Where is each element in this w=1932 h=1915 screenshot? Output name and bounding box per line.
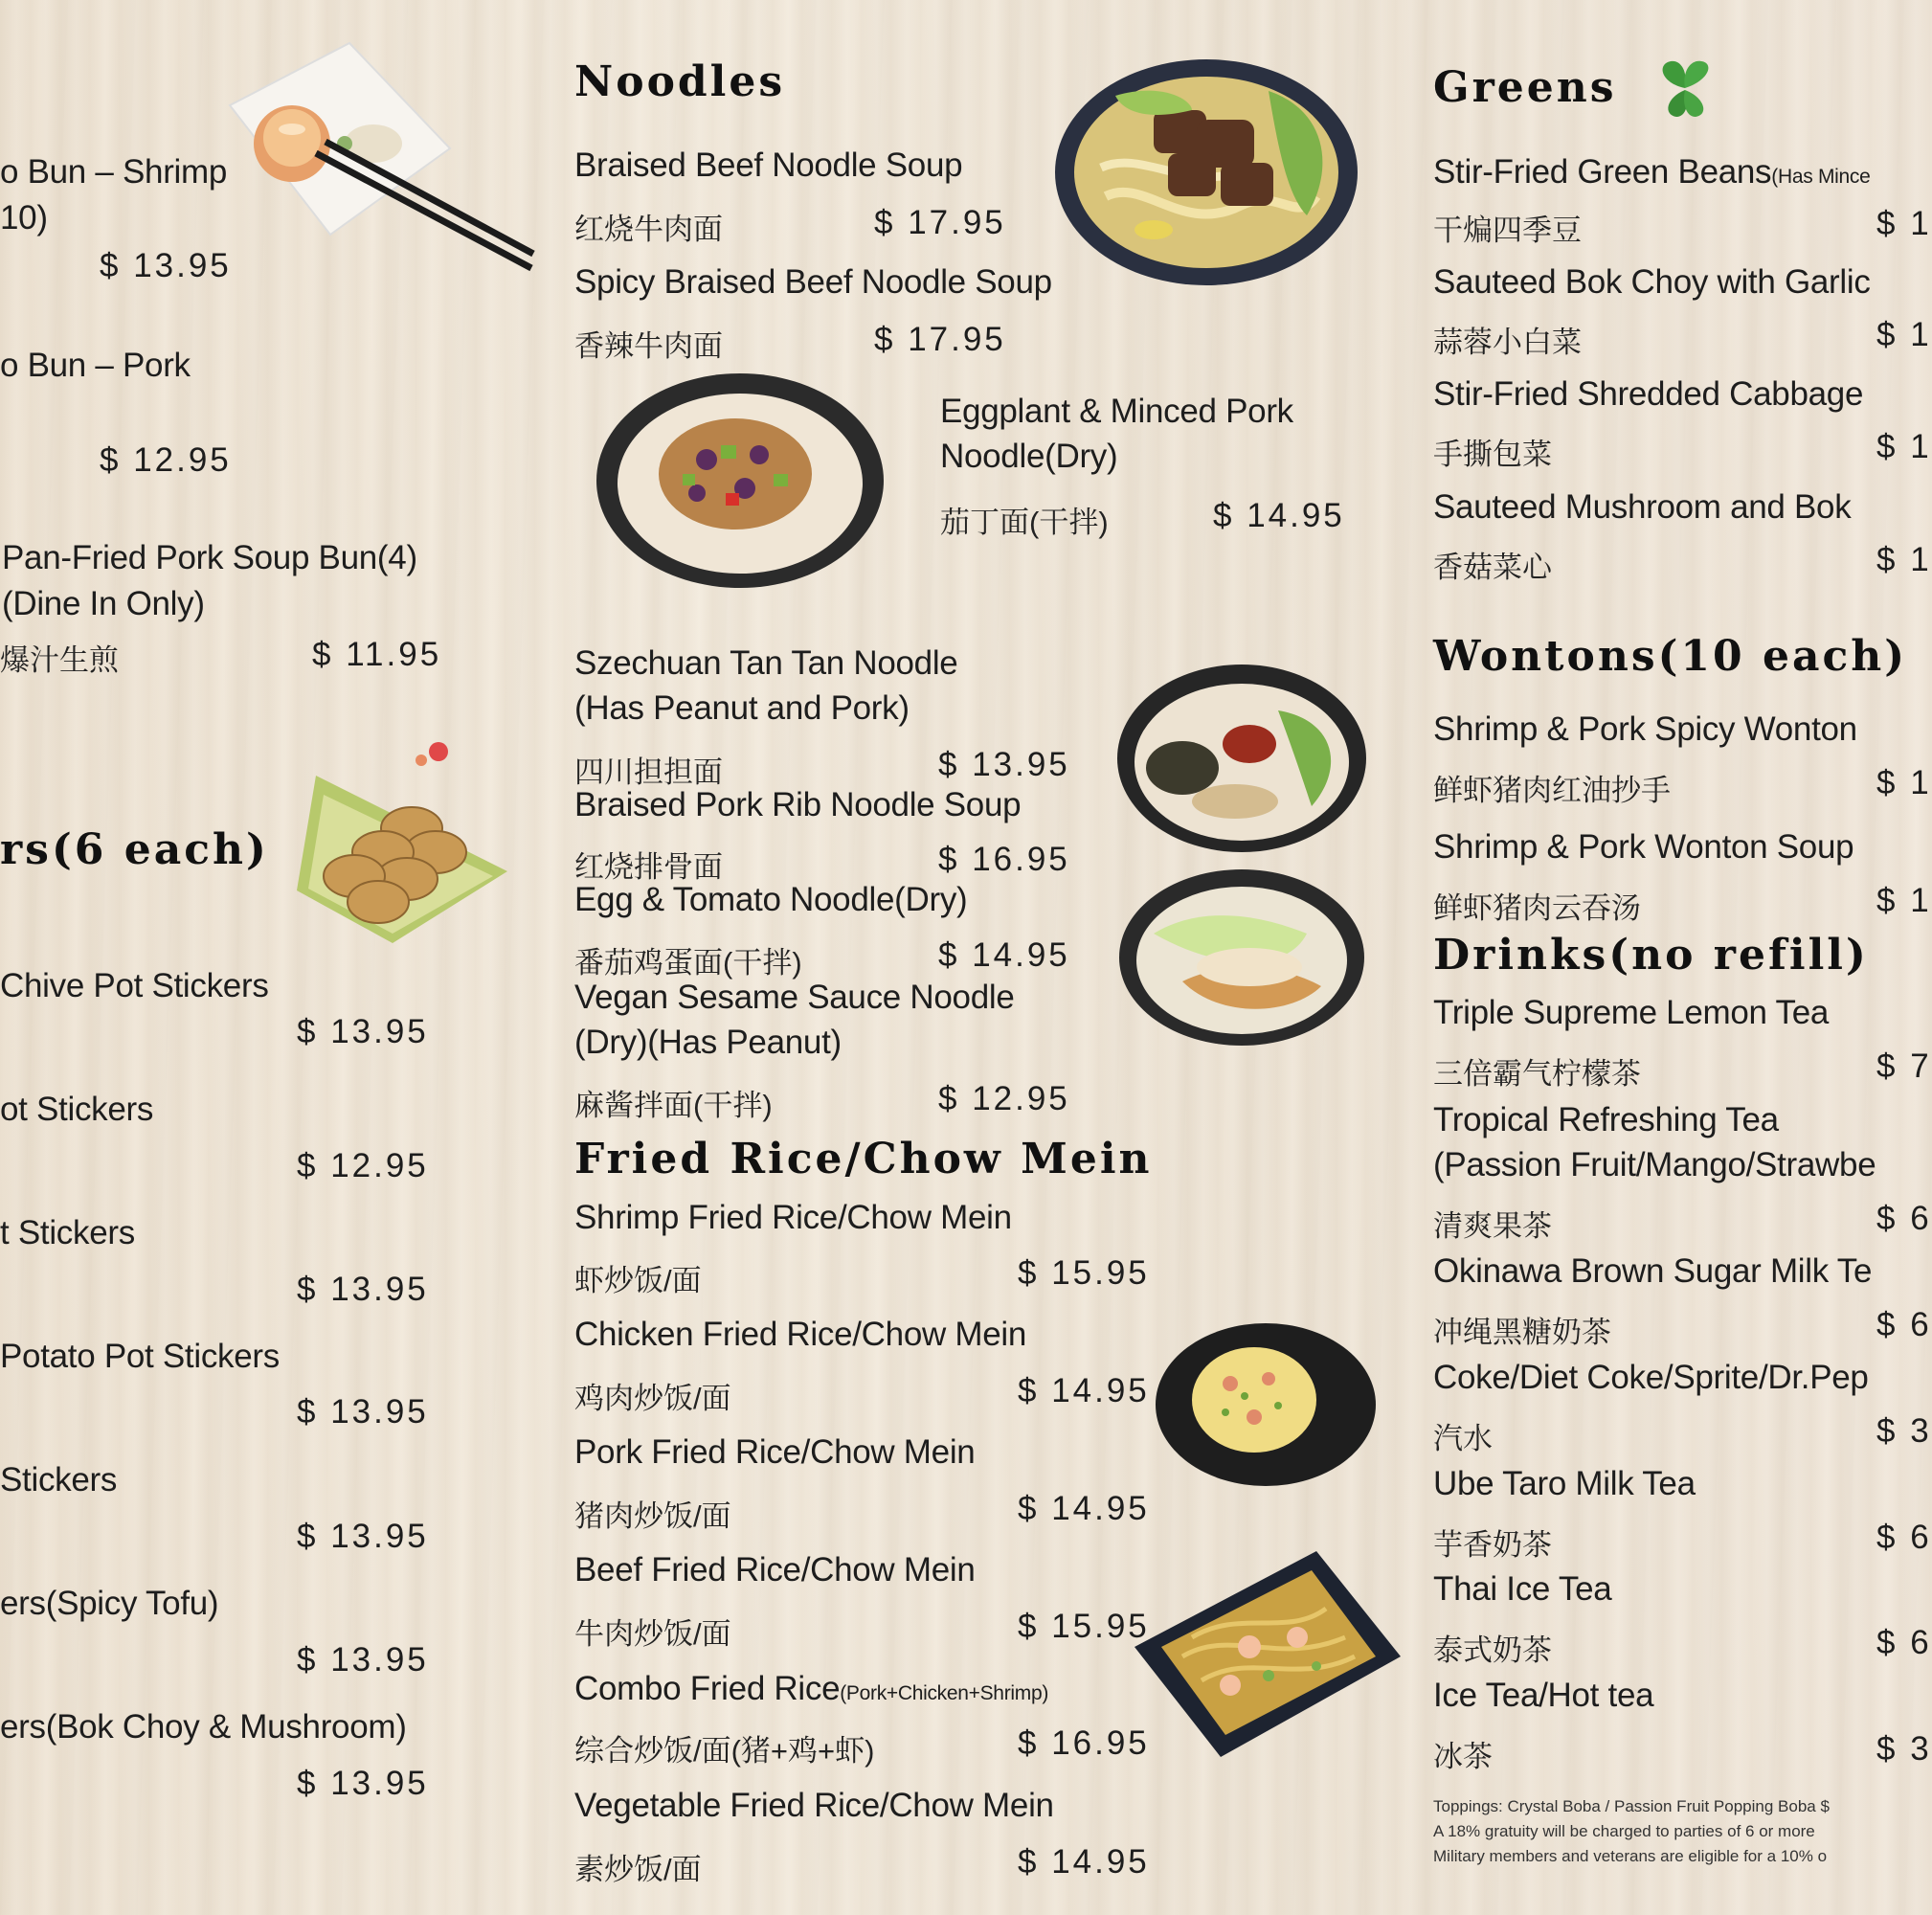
- menu-item-chinese: 清爽果茶: [1433, 1209, 1552, 1243]
- menu-item-chinese: 泰式奶茶: [1433, 1633, 1552, 1667]
- menu-item-detail: 10): [0, 199, 48, 237]
- menu-item-chinese: 汽水: [1433, 1422, 1493, 1455]
- menu-item-name: ers(Spicy Tofu): [0, 1585, 219, 1622]
- menu-item-chinese: 三倍霸气柠檬茶: [1433, 1057, 1641, 1091]
- menu-item-chinese: 综合炒饭/面(猪+鸡+虾): [574, 1734, 875, 1768]
- menu-item-name: Egg & Tomato Noodle(Dry): [574, 881, 968, 918]
- menu-item-price: $ 13.95: [297, 1518, 429, 1555]
- menu-item-name-text: Stir-Fried Green Beans: [1433, 153, 1772, 191]
- footnote-gratuity: A 18% gratuity will be charged to parties of 6 or more: [1433, 1822, 1815, 1840]
- menu-item-price: $ 1: [1876, 541, 1932, 578]
- menu-item-price: $ 14.95: [938, 936, 1070, 974]
- menu-item-price: $ 17.95: [874, 204, 1006, 241]
- menu-item-chinese: 香菇菜心: [1433, 551, 1552, 584]
- menu-item-name: Thai Ice Tea: [1433, 1570, 1612, 1608]
- menu-item-price: $ 13.95: [938, 746, 1070, 783]
- menu-item-name: t Stickers: [0, 1214, 135, 1251]
- menu-item-price: $ 15.95: [1018, 1608, 1150, 1645]
- menu-item-price: $ 16.95: [1018, 1724, 1150, 1762]
- menu-item-name: Spicy Braised Beef Noodle Soup: [574, 263, 1052, 301]
- menu-item-price: $ 17.95: [874, 321, 1006, 358]
- menu-item-chinese: 香辣牛肉面: [574, 329, 723, 363]
- menu-item-price: $ 14.95: [1018, 1843, 1150, 1881]
- menu-item-name: o Bun – Pork: [0, 347, 191, 384]
- section-heading-wontons: Wontons(10 each): [1433, 632, 1908, 681]
- menu-item-chinese: 虾炒饭/面: [574, 1264, 702, 1297]
- menu-item-price: $ 1: [1876, 764, 1932, 801]
- menu-item-name: Vegan Sesame Sauce Noodle: [574, 979, 1015, 1016]
- menu-item-detail: (Has Peanut and Pork): [574, 689, 910, 727]
- footnote-military: Military members and veterans are eligible for a 10% o: [1433, 1847, 1828, 1865]
- potstickers-photo-icon: [287, 737, 517, 948]
- menu-item-name: Sauteed Mushroom and Bok: [1433, 488, 1852, 526]
- menu-item-chinese: 牛肉炒饭/面: [574, 1617, 731, 1651]
- menu-item-chinese: 手撕包菜: [1433, 438, 1552, 471]
- menu-item-name: [574, 1670, 1048, 1708]
- menu-item-chinese: 蒜蓉小白菜: [1433, 326, 1582, 359]
- menu-item-name: o Bun – Shrimp: [0, 153, 228, 191]
- menu-item-name: [1433, 153, 1870, 192]
- menu-item-detail: Noodle(Dry): [940, 438, 1118, 475]
- menu-item-price: $ 13.95: [297, 1271, 429, 1308]
- menu-item-name: Szechuan Tan Tan Noodle: [574, 644, 958, 682]
- menu-item-chinese: 爆汁生煎: [0, 643, 119, 677]
- menu-item-name: Shrimp & Pork Spicy Wonton: [1433, 710, 1857, 748]
- menu-item-name: Vegetable Fried Rice/Chow Mein: [574, 1787, 1054, 1824]
- menu-item-price: $ 6: [1876, 1519, 1932, 1556]
- menu-item-chinese: 红烧排骨面: [574, 850, 723, 884]
- menu-item-price: $ 6: [1876, 1624, 1932, 1661]
- menu-item-name: Coke/Diet Coke/Sprite/Dr.Pep: [1433, 1359, 1869, 1396]
- menu-item-price: $ 14.95: [1018, 1372, 1150, 1409]
- menu-item-name: Stir-Fried Shredded Cabbage: [1433, 375, 1864, 413]
- menu-item-name: ers(Bok Choy & Mushroom): [0, 1708, 407, 1746]
- menu-item-chinese: 鸡肉炒饭/面: [574, 1382, 731, 1415]
- menu-item-chinese: 茄丁面(干拌): [940, 506, 1109, 539]
- menu-item-price: $ 13.95: [297, 1013, 429, 1050]
- menu-item-price: $ 12.95: [938, 1080, 1070, 1117]
- menu-item-chinese: 猪肉炒饭/面: [574, 1499, 731, 1533]
- menu-item-chinese: 鲜虾猪肉云吞汤: [1433, 891, 1641, 925]
- menu-item-name: Sauteed Bok Choy with Garlic: [1433, 263, 1871, 301]
- mint-leaf-icon: [1651, 59, 1719, 119]
- menu-item-chinese: 冲绳黑糖奶茶: [1433, 1316, 1611, 1349]
- menu-item-price: $ 14.95: [1213, 497, 1345, 534]
- menu-item-name: ot Stickers: [0, 1091, 154, 1128]
- menu-item-name: Braised Pork Rib Noodle Soup: [574, 786, 1022, 823]
- menu-item-name: Chicken Fried Rice/Chow Mein: [574, 1316, 1027, 1353]
- menu-item-price: $ 14.95: [1018, 1490, 1150, 1527]
- menu-item-name: Pan-Fried Pork Soup Bun(4): [2, 539, 417, 576]
- menu-item-price: $ 13.95: [297, 1393, 429, 1431]
- menu-item-name: Ice Tea/Hot tea: [1433, 1677, 1654, 1714]
- menu-item-chinese: 冰茶: [1433, 1740, 1493, 1773]
- menu-item-name: Triple Supreme Lemon Tea: [1433, 994, 1830, 1031]
- menu-item-name: Okinawa Brown Sugar Milk Te: [1433, 1252, 1873, 1290]
- soup-bun-photo-icon: [225, 38, 536, 278]
- chow-mein-plate-photo-icon: [1134, 1551, 1403, 1762]
- menu-item-chinese: 番茄鸡蛋面(干拌): [574, 946, 802, 980]
- menu-item-name: Pork Fried Rice/Chow Mein: [574, 1433, 976, 1471]
- eggplant-noodle-bowl-photo-icon: [592, 369, 888, 594]
- menu-item-detail: (Pork+Chicken+Shrimp): [840, 1682, 1049, 1704]
- footnote-toppings: Toppings: Crystal Boba / Passion Fruit Popping Boba $: [1433, 1797, 1830, 1815]
- fried-rice-plate-photo-icon: [1154, 1321, 1379, 1489]
- menu-item-chinese: 鲜虾猪肉红油抄手: [1433, 774, 1671, 807]
- menu-item-price: $ 13.95: [297, 1641, 429, 1678]
- beef-noodle-bowl-photo-icon: [1048, 53, 1364, 292]
- menu-item-name: Shrimp Fried Rice/Chow Mein: [574, 1199, 1012, 1236]
- menu-item-name: Ube Taro Milk Tea: [1433, 1465, 1696, 1502]
- menu-item-price: $ 3: [1876, 1730, 1932, 1768]
- menu-item-price: $ 1: [1876, 428, 1932, 465]
- menu-item-name: Beef Fried Rice/Chow Mein: [574, 1551, 976, 1588]
- tantan-noodle-bowl-photo-icon: [1115, 663, 1369, 854]
- menu-item-price: $ 15.95: [1018, 1254, 1150, 1292]
- menu-item-price: $ 1: [1876, 316, 1932, 353]
- menu-item-name: Braised Beef Noodle Soup: [574, 146, 963, 184]
- menu-item-chinese: 素炒饭/面: [574, 1853, 702, 1886]
- menu-item-price: $ 12.95: [297, 1147, 429, 1184]
- menu-item-price: $ 1: [1876, 205, 1932, 242]
- menu-item-detail: (Passion Fruit/Mango/Strawbe: [1433, 1146, 1876, 1183]
- menu-item-price: $ 12.95: [100, 441, 232, 479]
- menu-item-price: $ 6: [1876, 1200, 1932, 1237]
- menu-item-chinese: 芋香奶茶: [1433, 1528, 1552, 1562]
- menu-item-name: Shrimp & Pork Wonton Soup: [1433, 828, 1854, 866]
- menu-item-chinese: 四川担担面: [574, 755, 723, 789]
- menu-item-chinese: 红烧牛肉面: [574, 213, 723, 246]
- menu-item-detail: (Has Mince: [1771, 166, 1871, 188]
- menu-item-detail: (Dine In Only): [2, 585, 205, 622]
- menu-item-chinese: 麻酱拌面(干拌): [574, 1089, 773, 1122]
- menu-item-price: $ 13.95: [100, 247, 232, 284]
- menu-item-price: $ 7: [1876, 1048, 1932, 1085]
- menu-item-name: Chive Pot Stickers: [0, 967, 269, 1004]
- menu-item-chinese: 干煸四季豆: [1433, 214, 1582, 247]
- menu-item-name: Tropical Refreshing Tea: [1433, 1101, 1779, 1138]
- section-heading-fried-rice: Fried Rice/Chow Mein: [574, 1135, 1153, 1183]
- menu-item-name: Potato Pot Stickers: [0, 1338, 280, 1375]
- menu-item-detail: (Dry)(Has Peanut): [574, 1024, 842, 1061]
- sesame-noodle-bowl-photo-icon: [1115, 867, 1369, 1048]
- menu-item-price: $ 13.95: [297, 1765, 429, 1802]
- menu-item-price: $ 16.95: [938, 841, 1070, 878]
- menu-item-price: $ 11.95: [312, 636, 442, 673]
- menu-item-price: $ 6: [1876, 1306, 1932, 1343]
- menu-item-name: Eggplant & Minced Pork: [940, 393, 1293, 430]
- menu-item-price: $ 1: [1876, 882, 1932, 919]
- section-heading-greens: Greens: [1433, 63, 1617, 112]
- section-heading-potstickers: rs(6 each): [0, 825, 269, 874]
- section-heading-noodles: Noodles: [574, 57, 786, 106]
- menu-item-name-text: Combo Fried Rice: [574, 1670, 841, 1707]
- section-heading-drinks: Drinks(no refill): [1433, 931, 1869, 980]
- menu-item-price: $ 3: [1876, 1412, 1932, 1450]
- menu-item-name: Stickers: [0, 1461, 118, 1498]
